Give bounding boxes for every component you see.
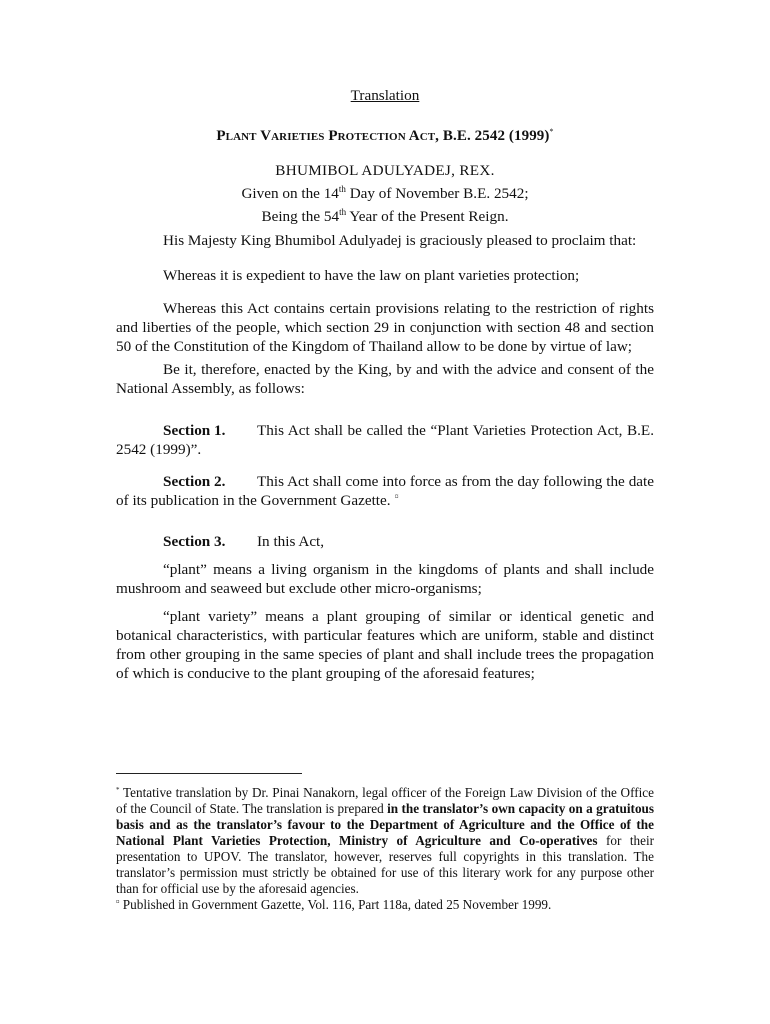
king-name: BHUMIBOL ADULYADEJ, REX.: [275, 162, 495, 179]
footnotes: [116, 785, 654, 913]
section-3: [116, 532, 654, 551]
section-2-text: This Act shall come into force as from the day following the date of its publication in the Government Gazette.: [116, 473, 654, 509]
section-1-text: This Act shall be called the “Plant Varieties Protection Act, B.E. 2542 (1999)”.: [116, 422, 654, 458]
translation-label: Translation: [350, 87, 420, 104]
act-title: [116, 122, 654, 146]
section-1: [116, 421, 654, 459]
footnote-1: [116, 785, 654, 897]
footnote-1-mark: *: [116, 786, 120, 794]
section-2-label: Section 2.: [163, 473, 226, 490]
footnote-2-mark: ¤: [116, 898, 120, 906]
date-line-prefix: Given on the 14: [241, 185, 339, 202]
reign-line-ordinal: th: [339, 207, 347, 217]
section-3-text: In this Act,: [257, 533, 325, 550]
section-2-footnote-mark: ¤: [394, 492, 399, 501]
act-title-footnote-mark: *: [549, 127, 554, 136]
section-3-label: Section 3.: [163, 533, 226, 550]
definition-plant-variety: “plant variety” means a plant grouping of similar or identical genetic and botanical characteristics, with particular features which are uniform, stable and distinct from other grouping in the same species of plant and shall include trees the propagation of which is conducive to the plant grouping of the aforesaid features;: [116, 608, 654, 682]
footnote-1-text-start: Tentative translation by Dr. Pinai Nanakorn, legal officer of the Foreign Law Division of the Office of the Council of State. The translation is prepared: [116, 785, 654, 816]
footnote-2-text: Published in Government Gazette, Vol. 116, Part 118a, dated 25 November 1999.: [119, 897, 552, 912]
definition-plant: “plant” means a living organism in the kingdoms of plants and shall include mushroom and seaweed but exclude other micro-organisms;: [116, 561, 654, 597]
date-line: [116, 184, 654, 203]
footnote-1-bold-text: in the translator’s own capacity on a gratuitous basis and as the translator’s favour to the Department of Agriculture and the Office of the National Plant Varieties Protection, Ministry of Agriculture and Co-operatives: [116, 801, 655, 848]
reign-line-prefix: Being the 54: [261, 208, 340, 225]
act-title-text: Plant Varieties Protection Act, B.E. 2542 (1999): [216, 128, 550, 144]
document-page: [116, 86, 654, 683]
date-line-ordinal: th: [338, 184, 346, 194]
footnote-2: [116, 897, 654, 913]
footnote-divider: [116, 773, 302, 774]
proclaim-paragraph: His Majesty King Bhumibol Adulyadej is graciously pleased to proclaim that:: [163, 232, 637, 249]
reign-line: [116, 207, 654, 226]
enactment-paragraph: Be it, therefore, enacted by the King, by and with the advice and consent of the National Assembly, as follows:: [116, 361, 654, 397]
footnote-1-text-end: for their presentation to UPOV. The translator, however, reserves full copyrights in this translation. The translator’s permission must strictly be obtained for use of this literary work for any purpose other than for official use by the aforesaid agencies.: [116, 833, 654, 896]
whereas-paragraph-1: Whereas it is expedient to have the law on plant varieties protection;: [163, 267, 580, 284]
date-line-suffix: Day of November B.E. 2542;: [345, 185, 529, 202]
reign-line-suffix: Year of the Present Reign.: [346, 208, 509, 225]
section-1-label: Section 1.: [163, 422, 226, 439]
whereas-paragraph-2: Whereas this Act contains certain provisions relating to the restriction of rights and liberties of the people, which section 29 in conjunction with section 48 and section 50 of the Constitution of the Kingdom of Thailand allow to be done by virtue of law;: [116, 300, 654, 355]
section-2: [116, 472, 654, 510]
